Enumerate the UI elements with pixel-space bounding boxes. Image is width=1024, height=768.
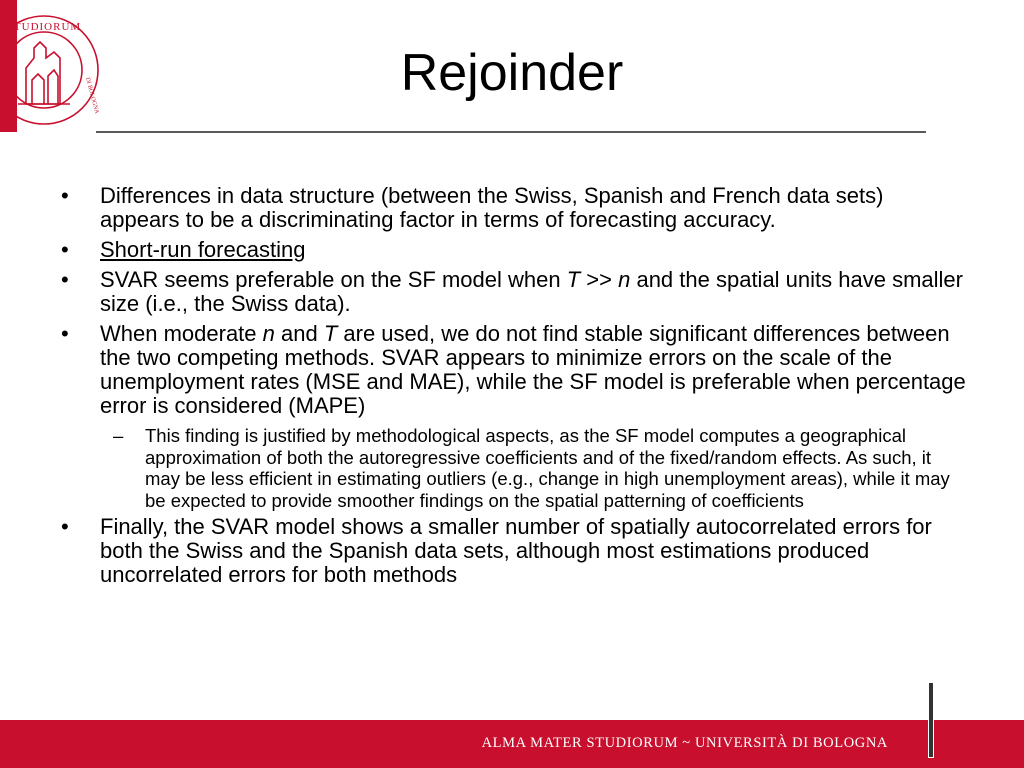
bullet-item [0, 268, 1024, 316]
bullet-text: and the spatial units have smaller size (i.e., the Swiss data). [100, 267, 963, 316]
sub-bullet-item [0, 425, 1024, 511]
bullet-text: Finally, the SVAR model shows a smaller number of spatially autocorrelated errors for both the Swiss and the Spanish data sets, although most estimations produced uncorrelated errors for both methods [100, 514, 932, 587]
footer-bar [0, 720, 1024, 768]
bullet-mark: • [61, 514, 69, 539]
title-divider [96, 131, 926, 133]
bullet-item [0, 238, 1024, 262]
bullet-mark: • [61, 267, 69, 292]
bullet-text-italic: n [618, 267, 631, 292]
bullet-text-italic: T [323, 321, 338, 346]
bullet-text: >> [580, 267, 619, 292]
sub-bullet-mark: – [113, 425, 124, 446]
bullet-list [0, 184, 1024, 593]
bullet-text-underlined: Short-run forecasting [100, 237, 306, 262]
seal-text: STUDIORUM [6, 21, 82, 33]
slide-title: Rejoinder [400, 44, 624, 102]
bullet-text: SVAR seems preferable on the SF model when [100, 267, 567, 292]
bullet-mark: • [61, 237, 69, 262]
bullet-item [0, 322, 1024, 418]
seal-subtext: DI BOLOGNA [84, 76, 100, 115]
bullet-text: and [274, 321, 324, 346]
bullet-text-italic: T [566, 267, 581, 292]
bullet-item [0, 184, 1024, 232]
bullet-item [0, 515, 1024, 587]
bullet-text: are used, we do not find stable significant differences between the two competing methods. SVAR appears to minimize errors on the scale of the unemployment rates (MSE and MAE), while the SF model is preferable when percentage error is considered (MAPE) [100, 321, 966, 418]
bullet-text-italic: n [262, 321, 275, 346]
bullet-text: Differences in data structure (between the Swiss, Spanish and French data sets) appears to be a discriminating factor in terms of forecasting accuracy. [100, 183, 884, 232]
sub-bullet-text: This finding is justified by methodological aspects, as the SF model computes a geographical approximation of both the autoregressive coefficients and of the fixed/random effects. As such, it may be less efficient in estimating outliers (e.g., change in high unemployment areas), while it may be expected to provide smoother findings on the spatial patterning of coefficients [145, 425, 950, 511]
bullet-mark: • [61, 321, 69, 346]
footer-text: ALMA MATER STUDIORUM ~ UNIVERSITÀ DI BOLOGNA [481, 735, 888, 751]
bullet-mark: • [61, 183, 69, 208]
footer-accent-line [929, 683, 933, 757]
bullet-text: When moderate [100, 321, 263, 346]
